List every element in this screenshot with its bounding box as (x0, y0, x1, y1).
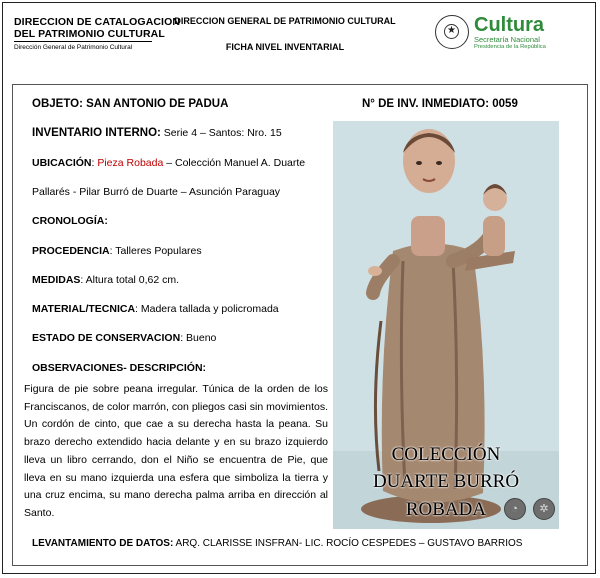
objeto-field: OBJETO: SAN ANTONIO DE PADUA (32, 98, 229, 110)
org-logo (14, 16, 181, 52)
watermark-line-3: ROBADA (405, 499, 487, 520)
medidas-value: : Altura total 0,62 cm. (80, 274, 180, 286)
photo-controls (501, 498, 555, 525)
org-line-3: Dirección General de Patrimonio Cultural (14, 44, 133, 51)
material-value: : Madera tallada y policromada (135, 303, 279, 315)
inventario-field (32, 126, 282, 140)
estado-label: ESTADO DE CONSERVACION (32, 332, 181, 344)
observaciones-label: OBSERVACIONES- DESCRIPCIÓN: (32, 362, 207, 374)
inventario-label: INVENTARIO INTERNO: (32, 127, 161, 139)
header-subtitle: FICHA NIVEL INVENTARIAL (225, 42, 345, 52)
ubicacion-line-2: Pallarés - Pilar Burró de Duarte – Asunción Paraguay (32, 186, 281, 198)
observaciones-text: Figura de pie sobre peana irregular. Túnica de la orden de los Franciscanos, de color marrón, con pliegos casi sin movimientos. Un cordón de cinto, que cae a su derecha hasta la peana. Su brazo derecho extendido hacia delante y en su brazo izquierdo lleva un libro cerrando, don el Niño se encuentra de Pie, que lleva en su mano izquierda una esfera que simboliza la tierra y una cruz encima, su mano derecha palma arriba en dirección al Santo. (24, 383, 328, 519)
inventory-number: N° DE INV. INMEDIATO: 0059 (362, 98, 518, 110)
procedencia-label: PROCEDENCIA (32, 245, 110, 257)
material-field (32, 302, 279, 316)
ubicacion-label: UBICACIÓN (32, 157, 92, 169)
ubicacion-separator: : (91, 157, 98, 169)
org-line-2: DEL PATRIMONIO CULTURAL (14, 28, 165, 40)
statue-photo (333, 121, 559, 529)
levantamiento-label: LEVANTAMIENTO DE DATOS: (32, 538, 174, 549)
ubicacion-field (32, 156, 305, 170)
header-title: DIRECCION GENERAL DE PATRIMONIO CULTURAL (174, 16, 396, 26)
cronologia-label: CRONOLOGÍA: (32, 215, 108, 227)
national-seal-icon: ★ (435, 15, 469, 49)
material-label: MATERIAL/TECNICA (32, 303, 136, 315)
status-stolen: Pieza Robada (97, 157, 164, 169)
procedencia-field (32, 244, 202, 258)
medidas-field (32, 273, 179, 287)
levantamiento-value: ARQ. CLARISSE INSFRAN- LIC. ROCÍO CESPEDES – GUSTAVO BARRIOS (173, 538, 523, 549)
statue-illustration (333, 121, 559, 529)
estado-field (32, 331, 216, 345)
cultura-logo (474, 15, 546, 51)
ubicacion-value: – Colección Manuel A. Duarte (163, 157, 306, 169)
medidas-label: MEDIDAS (32, 274, 81, 286)
watermark-line-1: COLECCIÓN (391, 444, 501, 465)
brand-sub-1: Secretaría Nacional (474, 35, 540, 44)
inventario-value: Serie 4 – Santos: Nro. 15 (160, 127, 282, 139)
watermark-line-2: DUARTE BURRÓ (372, 471, 520, 492)
brand-sub-2: Presidencia de la República (474, 44, 546, 50)
procedencia-value: : Talleres Populares (109, 245, 202, 257)
org-line-1: DIRECCION DE CATALOGACION (14, 16, 181, 28)
brand-word: Cultura (474, 14, 544, 36)
header-center (160, 16, 410, 52)
levantamiento-field (32, 537, 522, 551)
zoom-icon[interactable]: ◔ (504, 498, 526, 520)
estado-value: : Bueno (180, 332, 217, 344)
settings-icon[interactable]: ✲ (533, 498, 555, 520)
